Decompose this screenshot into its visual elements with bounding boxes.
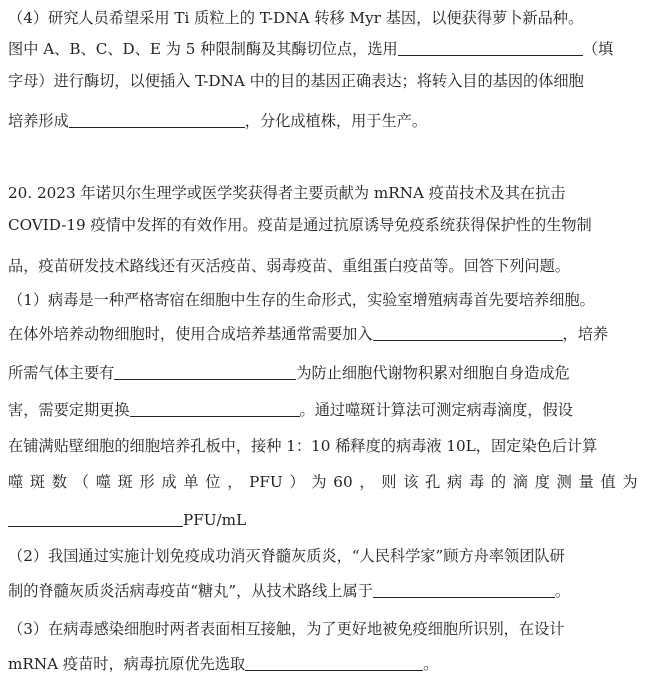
q19-p4-line3: 字母）进行酶切，以便插入 T-DNA 中的目的基因正确表达；将转入目的基因的体细胞 bbox=[8, 72, 584, 90]
q20-p1-line5: 在铺满贴壁细胞的细胞培养孔板中，接种 1：10 稀释度的病毒液 10L，固定染色后计算 bbox=[8, 437, 598, 455]
answer-blank[interactable] bbox=[373, 580, 555, 598]
answer-blank[interactable] bbox=[130, 399, 300, 417]
q20-p3-line2: mRNA 疫苗时，病毒抗原优先选取 。 bbox=[8, 655, 439, 673]
q20-intro-line1: 20. 2023 年诺贝尔生理学或医学奖获得者主要贡献为 mRNA 疫苗技术及其在抗击 bbox=[8, 184, 566, 202]
q20-p2-line2: 制的脊髓灰质炎活病毒疫苗“糖丸”，从技术路线上属于 。 bbox=[8, 582, 571, 600]
q20-p1-line3: 所需气体主要有 为防止细胞代谢物积累对细胞自身造成危 bbox=[8, 364, 570, 382]
answer-blank[interactable] bbox=[373, 323, 563, 341]
q20-p3-line1: （3）在病毒感染细胞时两者表面相互接触，为了更好地被免疫细胞所识别，在设计 bbox=[8, 620, 565, 638]
q20-p2-line1: （2）我国通过实施计划免疫成功消灭脊髓灰质炎，“人民科学家”顾方舟率领团队研 bbox=[8, 547, 565, 565]
answer-blank[interactable] bbox=[398, 38, 583, 56]
answer-blank[interactable] bbox=[69, 110, 245, 128]
q19-p4-line4: 培养形成 ，分化成植株，用于生产。 bbox=[8, 112, 427, 130]
q20-p1-line4: 害，需要定期更换 。通过噬斑计算法可测定病毒滴度，假设 bbox=[8, 401, 573, 419]
q20-intro-line2: COVID-19 疫情中发挥的有效作用。疫苗是通过抗原诱导免疫系统获得保护性的生物制 bbox=[8, 216, 592, 234]
q20-p1-line1: （1）病毒是一种严格寄宿在细胞中生存的生命形式，实验室增殖病毒首先要培养细胞。 bbox=[8, 291, 595, 309]
q19-p4-line1: （4）研究人员希望采用 Ti 质粒上的 T-DNA 转移 Myr 基因，以便获得萝卜新品种。 bbox=[8, 9, 584, 27]
q20-p1-line2: 在体外培养动物细胞时，使用合成培养基通常需要加入 ，培养 bbox=[8, 325, 609, 343]
q20-p1-line6: 噬 斑 数 （ 噬 斑 形 成 单 位 ， PFU ） 为 60 ， 则 该 孔 病 毒 的 滴 度 测 量 值 为 bbox=[8, 473, 638, 491]
q19-p4-line2: 图中 A、B、C、D、E 为 5 种限制酶及其酶切位点，选用 （填 bbox=[8, 40, 614, 58]
answer-blank[interactable] bbox=[245, 653, 423, 671]
answer-blank[interactable] bbox=[8, 509, 183, 527]
answer-blank[interactable] bbox=[114, 362, 296, 380]
q20-intro-line3: 品，疫苗研发技术路线还有灭活疫苗、弱毒疫苗、重组蛋白疫苗等。回答下列问题。 bbox=[8, 257, 570, 275]
q20-p1-line7: PFU/mL bbox=[8, 507, 638, 533]
